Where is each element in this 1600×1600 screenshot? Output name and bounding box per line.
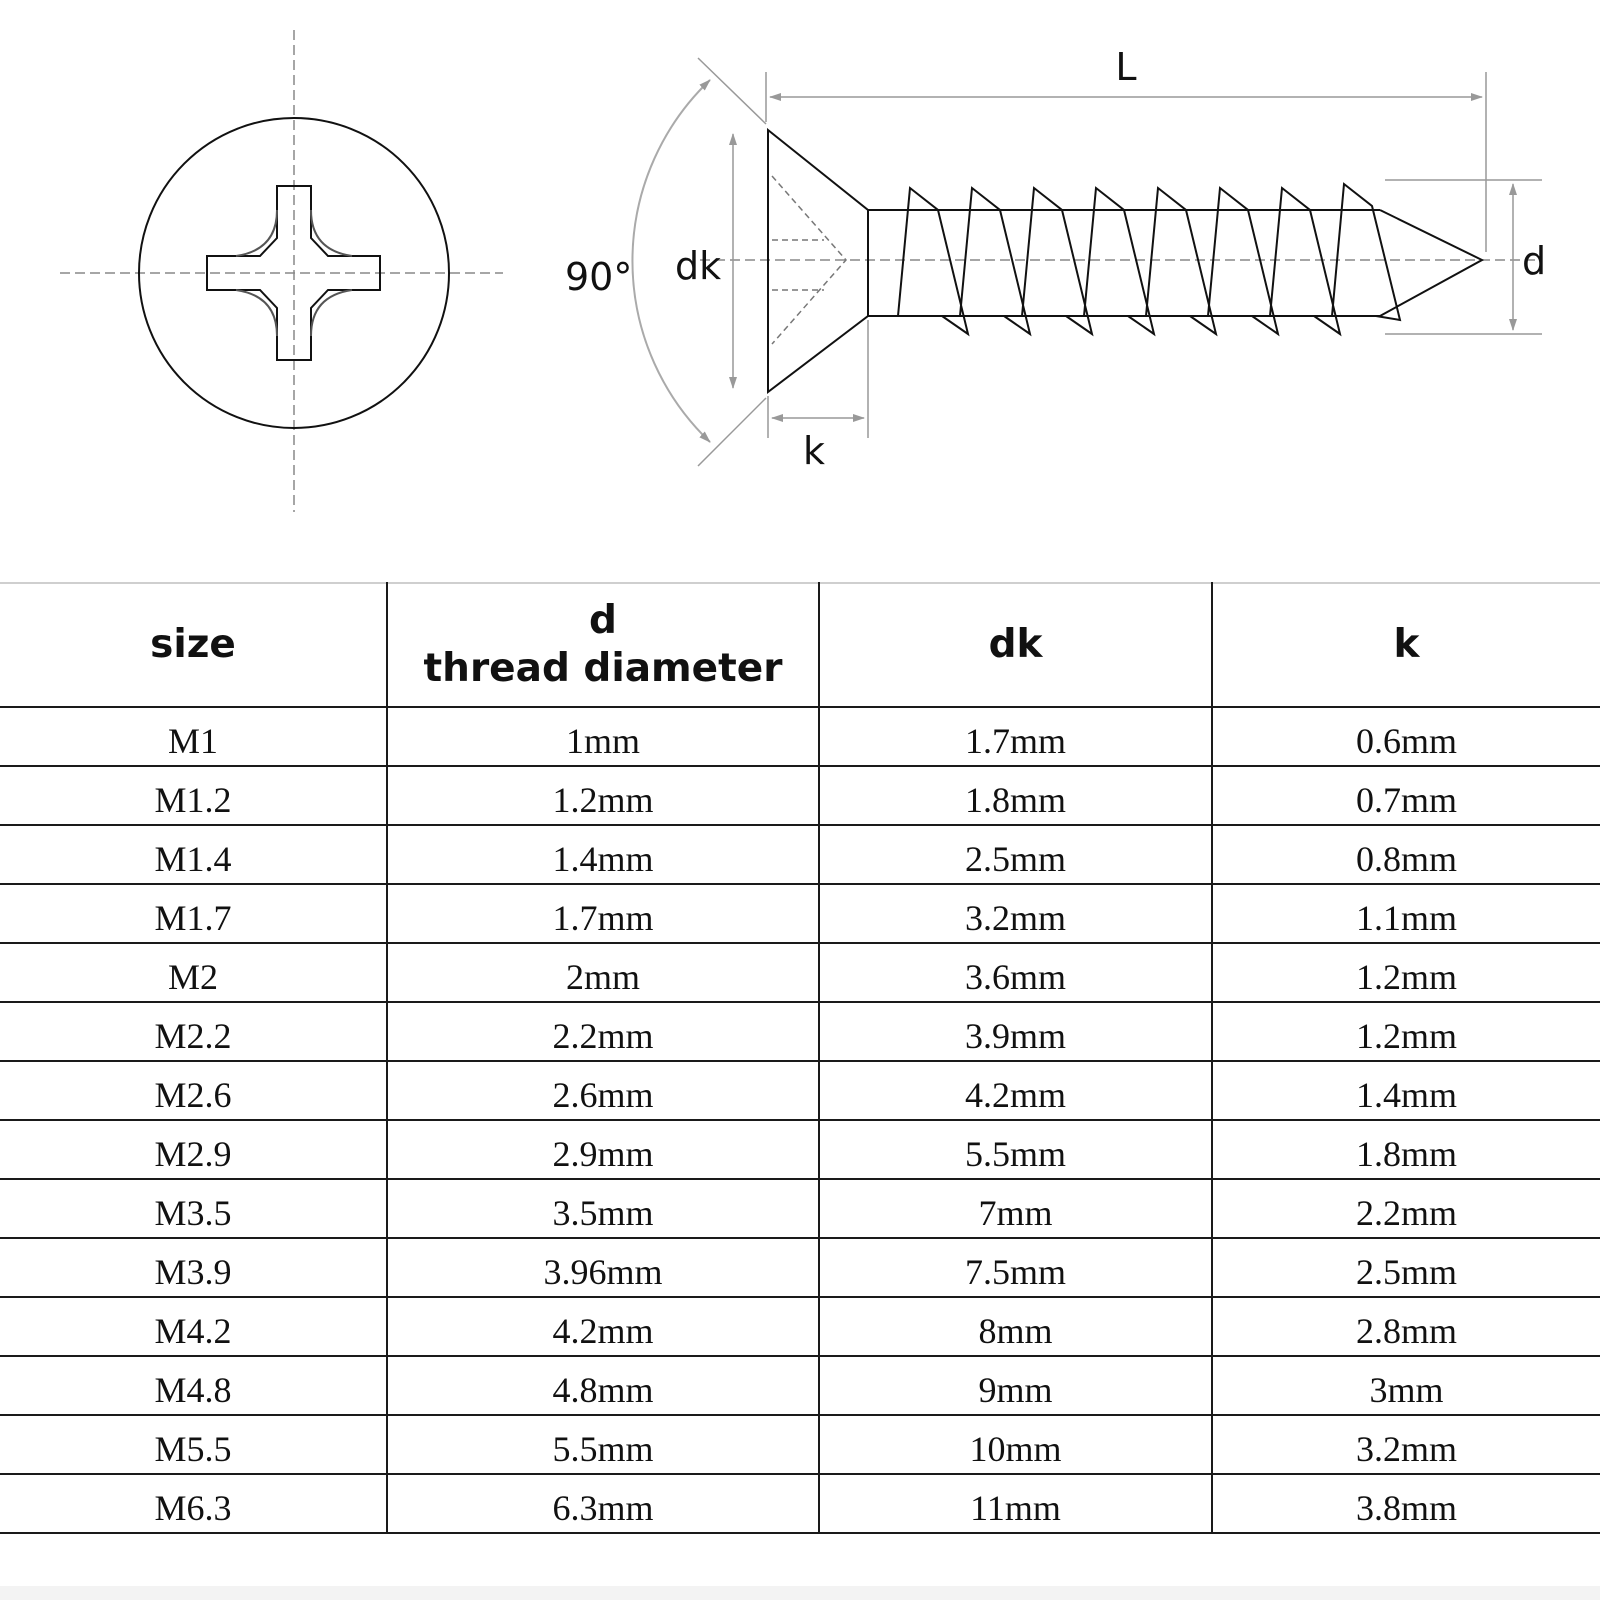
table-row [0,1474,1600,1533]
table-row [0,1002,1600,1061]
k-cell: 2.8mm [1212,1297,1600,1356]
size-cell: M2 [0,943,387,1002]
label-dk: dk [675,244,722,288]
k-cell: 1.1mm [1212,884,1600,943]
size-cell: M1.2 [0,766,387,825]
size-cell: M3.9 [0,1238,387,1297]
thread-diameter-cell: 1.2mm [387,766,819,825]
size-cell: M2.6 [0,1061,387,1120]
size-cell: M4.8 [0,1356,387,1415]
table-row [0,766,1600,825]
bottom-strip [0,1586,1600,1600]
table-row [0,943,1600,1002]
size-cell: M2.9 [0,1120,387,1179]
k-cell: 3.2mm [1212,1415,1600,1474]
k-cell: 1.8mm [1212,1120,1600,1179]
countersunk-head [768,130,868,392]
size-cell: M1.7 [0,884,387,943]
thread-diameter-cell: 2.9mm [387,1120,819,1179]
dk-cell: 3.9mm [819,1002,1212,1061]
size-cell: M2.2 [0,1002,387,1061]
k-cell: 1.2mm [1212,943,1600,1002]
angle-extension-top [698,58,766,124]
table-row [0,884,1600,943]
size-cell: M5.5 [0,1415,387,1474]
dk-cell: 3.2mm [819,884,1212,943]
screw-side-view [565,45,1546,473]
k-cell: 2.2mm [1212,1179,1600,1238]
size-cell: M1 [0,707,387,766]
dk-cell: 5.5mm [819,1120,1212,1179]
thread-diameter-cell: 2mm [387,943,819,1002]
dk-cell: 3.6mm [819,943,1212,1002]
screw-diagram [0,0,1600,580]
table-row [0,1061,1600,1120]
thread-diameter-cell: 4.8mm [387,1356,819,1415]
k-cell: 2.5mm [1212,1238,1600,1297]
dk-cell: 11mm [819,1474,1212,1533]
label-d: d [1522,239,1547,283]
thread-diameter-cell: 2.2mm [387,1002,819,1061]
thread-diameter-cell: 1.7mm [387,884,819,943]
header-size: size [0,583,387,707]
k-cell: 1.4mm [1212,1061,1600,1120]
screw-size-table [0,582,1600,1534]
thread-diameter-cell: 3.96mm [387,1238,819,1297]
table-header-row [0,583,1600,707]
thread-diameter-cell: 1mm [387,707,819,766]
k-cell: 0.7mm [1212,766,1600,825]
k-cell: 3mm [1212,1356,1600,1415]
table-row [0,825,1600,884]
table-row [0,1120,1600,1179]
dk-cell: 9mm [819,1356,1212,1415]
head-top-view [60,30,503,512]
header-thread-diameter: d thread diameter [387,583,819,707]
table-body [0,707,1600,1533]
angle-extension-bottom [698,398,766,466]
table-row [0,1415,1600,1474]
table-row [0,1297,1600,1356]
table-row [0,1356,1600,1415]
k-cell: 0.6mm [1212,707,1600,766]
dk-cell: 7mm [819,1179,1212,1238]
k-cell: 0.8mm [1212,825,1600,884]
size-cell: M4.2 [0,1297,387,1356]
table-row [0,1238,1600,1297]
table-row [0,1179,1600,1238]
thread-diameter-cell: 2.6mm [387,1061,819,1120]
thread-diameter-cell: 1.4mm [387,825,819,884]
table-header [0,583,1600,707]
size-cell: M1.4 [0,825,387,884]
label-angle: 90° [565,255,633,299]
size-cell: M3.5 [0,1179,387,1238]
size-cell: M6.3 [0,1474,387,1533]
k-cell: 1.2mm [1212,1002,1600,1061]
dk-cell: 7.5mm [819,1238,1212,1297]
dk-cell: 8mm [819,1297,1212,1356]
thread-diameter-cell: 3.5mm [387,1179,819,1238]
header-k: k [1212,583,1600,707]
screw-threads [898,184,1400,334]
dk-cell: 1.8mm [819,766,1212,825]
dk-cell: 10mm [819,1415,1212,1474]
dk-cell: 1.7mm [819,707,1212,766]
thread-diameter-cell: 6.3mm [387,1474,819,1533]
k-cell: 3.8mm [1212,1474,1600,1533]
label-l: L [1115,45,1137,89]
label-k: k [802,429,826,473]
dk-cell: 2.5mm [819,825,1212,884]
thread-diameter-cell: 5.5mm [387,1415,819,1474]
table-row [0,707,1600,766]
header-dk: dk [819,583,1212,707]
dk-cell: 4.2mm [819,1061,1212,1120]
thread-diameter-cell: 4.2mm [387,1297,819,1356]
